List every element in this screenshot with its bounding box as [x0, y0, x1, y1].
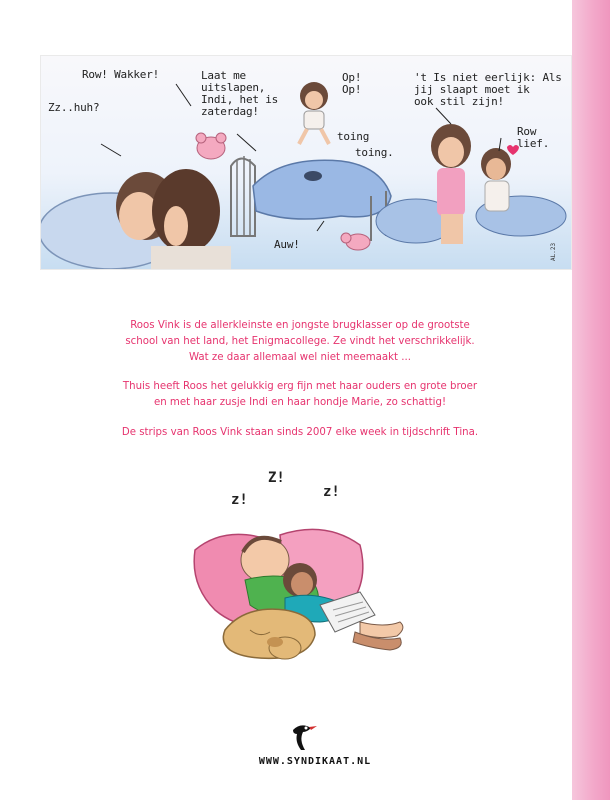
- bubble-laat-me-uitslapen: Laat me uitslapen, Indi, het is zaterdag!: [201, 69, 279, 118]
- blurb-line: en met haar zusje Indi en haar hondje Marie, zo schattig!: [153, 397, 447, 409]
- sound-toing-1: toing: [337, 130, 370, 143]
- blurb-paragraph-3: [90, 425, 510, 441]
- syndikaat-url[interactable]: WWW.SYNDIKAAT.NL: [258, 756, 372, 767]
- snore-z-3: z!: [323, 484, 340, 500]
- snore-z-1: z!: [231, 492, 248, 508]
- bubble-op-op: Op! Op!: [342, 71, 362, 96]
- blurb-line: Wat ze daar allemaal wel niet meemaakt ...: [189, 351, 411, 363]
- blurb-line: Roos Vink is de allerkleinste en jongste brugklasser op de grootste: [130, 320, 470, 331]
- bubble-zz-huh: Zz..huh?: [48, 101, 100, 114]
- svg-text:AL.23: AL.23: [550, 242, 557, 261]
- blurb-paragraph-2: [90, 379, 510, 411]
- pink-spine-edge: [572, 0, 610, 800]
- sleeping-children-illustration: [185, 510, 420, 670]
- snore-z-2: Z!: [268, 470, 285, 486]
- blurb-line: school van het land, het Enigmacollege. Ze vindt het verschrikkelijk.: [125, 335, 475, 347]
- sound-auw: Auw!: [274, 238, 300, 251]
- bubble-row-wakker: Row! Wakker!: [82, 68, 160, 81]
- blurb-line: De strips van Roos Vink staan sinds 2007 elke week in tijdschrift Tina.: [121, 426, 479, 438]
- bubble-niet-eerlijk: 't Is niet eerlijk: Als jij slaapt moet ik ook stil zijn!: [414, 71, 562, 108]
- comic-strip: [40, 55, 572, 270]
- crow-logo-icon: [285, 722, 325, 754]
- bubble-row-lief: Row lief.: [517, 125, 550, 150]
- sound-toing-2: toing.: [355, 146, 394, 159]
- blurb-paragraph-1: [90, 318, 510, 365]
- blurb-line: Thuis heeft Roos het gelukkig erg fijn met haar ouders en grote broer: [122, 381, 478, 393]
- blurb-text: [90, 318, 510, 455]
